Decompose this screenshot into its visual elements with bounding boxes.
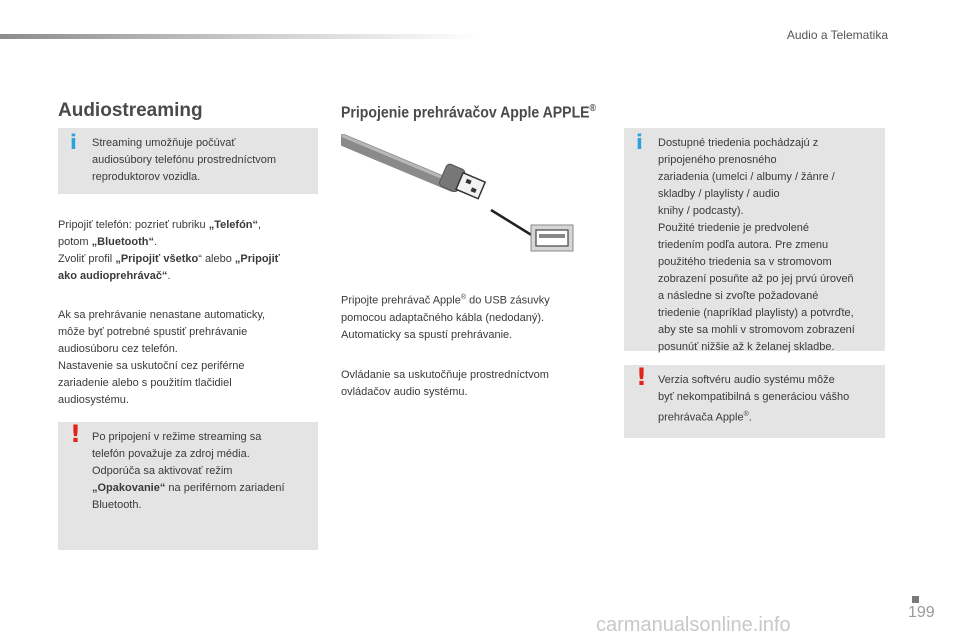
info-line: zobrazení posuňte až po jej prvú úroveň xyxy=(658,273,854,285)
watermark: carmanualsonline.info xyxy=(596,614,791,636)
auto-start-paragraph xyxy=(58,307,320,409)
info-line: Dostupné triedenia pochádzajú z xyxy=(658,137,819,149)
paragraph-line: audiosúboru cez telefón. xyxy=(58,343,178,355)
info-line: zariadenia (umelci / albumy / žánre / xyxy=(658,171,835,183)
text: Zvoliť profil xyxy=(58,253,116,265)
text: na periférnom zariadení xyxy=(165,482,285,494)
option-audioprehravac: ako audioprehrávač“ xyxy=(58,270,168,282)
warning-line: byť nekompatibilná s generáciou vášho xyxy=(658,391,850,403)
info-line: pripojeného prenosného xyxy=(658,154,777,166)
menu-telefon: „Telefón“ xyxy=(208,219,259,231)
warning-icon: ! xyxy=(70,420,81,448)
paragraph-line: zariadenie alebo s použitím tlačidiel xyxy=(58,377,232,389)
info-line: Použité triedenie je predvolené xyxy=(658,222,810,234)
page-number: 199 xyxy=(908,604,935,621)
usb-plug xyxy=(438,163,486,202)
apple-connect-paragraph xyxy=(341,289,601,344)
header-bar xyxy=(0,34,480,39)
info-line: knihy / podcasty). xyxy=(658,205,744,217)
info-line: a následne si zvoľte požadované xyxy=(658,290,819,302)
option-pripojit: „Pripojiť xyxy=(234,253,280,265)
mode-opakovanie: „Opakovanie“ xyxy=(92,482,166,494)
apple-control-paragraph xyxy=(341,367,601,401)
text: “ alebo xyxy=(198,253,235,265)
paragraph-line: ovládačov audio systému. xyxy=(341,386,468,398)
info-box-sorting xyxy=(624,128,885,351)
text: Pripojte prehrávač Apple xyxy=(341,294,461,307)
info-icon: i xyxy=(70,130,77,154)
usb-cable-illustration xyxy=(341,128,581,263)
apple-title-text: Pripojenie prehrávačov Apple APPLE xyxy=(341,104,590,122)
info-icon: i xyxy=(636,130,643,154)
warning-line: Bluetooth. xyxy=(92,499,142,511)
paragraph-line: Nastavenie sa uskutoční cez periférne xyxy=(58,360,245,372)
info-box-streaming xyxy=(58,128,318,194)
text: , xyxy=(258,219,262,231)
usb-cable xyxy=(343,140,453,186)
info-line: triedenie (napríklad playlisty) a potvrďte, xyxy=(658,307,854,319)
registered-mark: ® xyxy=(589,103,597,114)
connect-phone-paragraph xyxy=(58,217,320,285)
paragraph-line: Ak sa prehrávanie nenastane automaticky, xyxy=(58,309,266,321)
text: prehrávača Apple xyxy=(658,411,744,424)
apple-section-title xyxy=(341,103,596,122)
text: . xyxy=(748,411,752,424)
warning-line: Verzia softvéru audio systému môže xyxy=(658,374,835,386)
warning-icon: ! xyxy=(636,363,647,391)
audiostreaming-title: Audiostreaming xyxy=(58,100,203,121)
info-line: reproduktorov vozidla. xyxy=(92,171,201,183)
text: do USB zásuvky xyxy=(466,294,550,307)
warning-line: Odporúča sa aktivovať režim xyxy=(92,465,233,477)
text: . xyxy=(167,270,171,282)
registered-mark: ® xyxy=(460,294,467,301)
registered-mark: ® xyxy=(743,411,749,418)
info-line: skladby / playlisty / audio xyxy=(658,188,780,200)
info-line: triedením podľa autora. Pre zmenu xyxy=(658,239,829,251)
warning-box-compatibility xyxy=(624,365,885,438)
warning-box-streaming xyxy=(58,422,318,550)
text: potom xyxy=(58,236,92,248)
paragraph-line: audiosystému. xyxy=(58,394,129,406)
usb-socket xyxy=(531,225,573,251)
info-line: audiosúbory telefónu prostredníctvom xyxy=(92,154,277,166)
text: . xyxy=(153,236,158,248)
paragraph-line: pomocou adaptačného kábla (nedodaný). xyxy=(341,311,545,324)
warning-line: Po pripojení v režime streaming sa xyxy=(92,431,262,443)
paragraph-line: môže byť potrebné spustiť prehrávanie xyxy=(58,326,248,338)
page-marker xyxy=(912,596,919,603)
info-line: použitého triedenia sa v stromovom xyxy=(658,256,832,268)
section-title: Audio a Telematika xyxy=(786,28,888,42)
text: Pripojiť telefón: pozrieť rubriku xyxy=(58,219,209,231)
warning-line: telefón považuje za zdroj média. xyxy=(92,448,250,460)
pointer-line xyxy=(491,210,533,236)
paragraph-line: Automaticky sa spustí prehrávanie. xyxy=(341,328,513,341)
info-line: aby ste sa mohli v stromovom zobrazení xyxy=(658,324,855,336)
info-line: posunúť nižšie až k želanej skladbe. xyxy=(658,341,835,353)
option-pripojit-vsetko: „Pripojiť všetko xyxy=(115,253,199,265)
info-line: Streaming umožňuje počúvať xyxy=(92,137,236,149)
paragraph-line: Ovládanie sa uskutočňuje prostredníctvom xyxy=(341,369,549,381)
menu-bluetooth: „Bluetooth“ xyxy=(91,236,154,248)
